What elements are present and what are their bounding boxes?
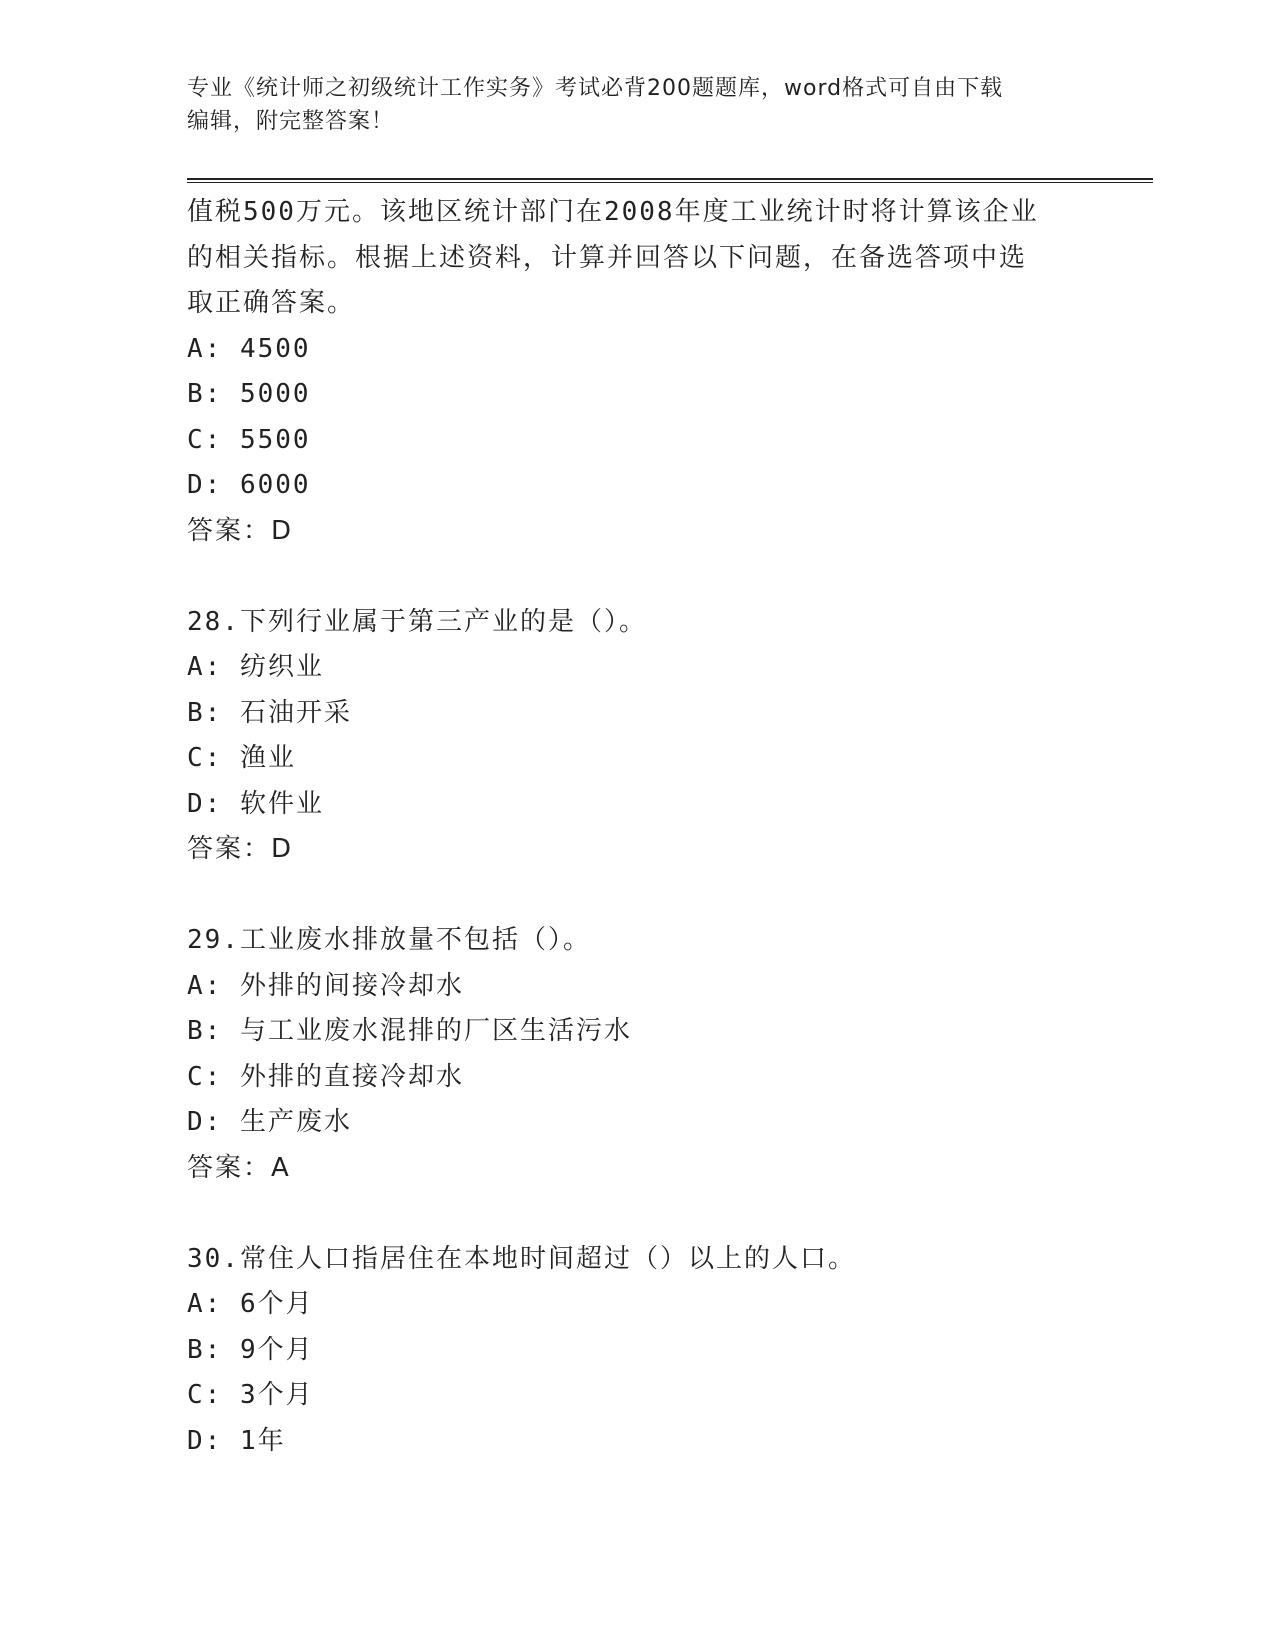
question-27-option-b: B: 5000 [187,379,311,409]
question-27-text-line: 取正确答案。 [187,288,356,318]
question-30-block [187,1237,1087,1465]
question-28-option-b: B: 石油开采 [187,697,352,728]
question-30-option-b: B: 9个月 [187,1334,314,1365]
question-29-option-c: C: 外排的直接冷却水 [187,1061,464,1092]
spacer [187,873,1087,919]
question-27-block [187,190,1087,554]
question-29-option-b: B: 与工业废水混排的厂区生活污水 [187,1016,632,1046]
question-28-option-d: D: 软件业 [187,788,324,819]
header-line-1: 专业《统计师之初级统计工作实务》考试必背200题题库，word格式可自由下载 [187,76,1004,101]
spacer [187,554,1087,600]
document-header [187,72,1087,138]
spacer [187,1191,1087,1237]
question-29-answer: 答案：A [187,1152,291,1183]
question-29-option-d: D: 生产废水 [187,1107,352,1137]
question-30-option-c: C: 3个月 [187,1380,314,1410]
question-content [187,190,1087,1464]
question-30-option-a: A: 6个月 [187,1289,314,1319]
question-27-option-a: A: 4500 [187,333,311,364]
question-28-option-a: A: 纺织业 [187,652,324,682]
header-divider [187,178,1153,183]
question-27-answer: 答案：D [187,515,294,546]
question-30-option-d: D: 1年 [187,1425,286,1456]
question-28-block [187,600,1087,873]
question-27-option-c: C: 5500 [187,424,311,455]
question-28-option-c: C: 渔业 [187,743,296,773]
question-28-answer: 答案：D [187,834,294,864]
question-27-text-line: 的相关指标。根据上述资料，计算并回答以下问题，在备选答项中选 [187,242,1028,273]
question-27-option-d: D: 6000 [187,470,311,500]
question-29-block [187,918,1087,1191]
question-28-stem: 28.下列行业属于第三产业的是（）。 [187,606,647,637]
question-30-stem: 30.常住人口指居住在本地时间超过（）以上的人口。 [187,1243,856,1274]
question-27-text-line: 值税500万元。该地区统计部门在2008年度工业统计时将计算该企业 [187,197,1039,227]
question-29-option-a: A: 外排的间接冷却水 [187,970,464,1001]
question-29-stem: 29.工业废水排放量不包括（）。 [187,925,591,955]
header-line-2: 编辑，附完整答案！ [187,109,395,134]
